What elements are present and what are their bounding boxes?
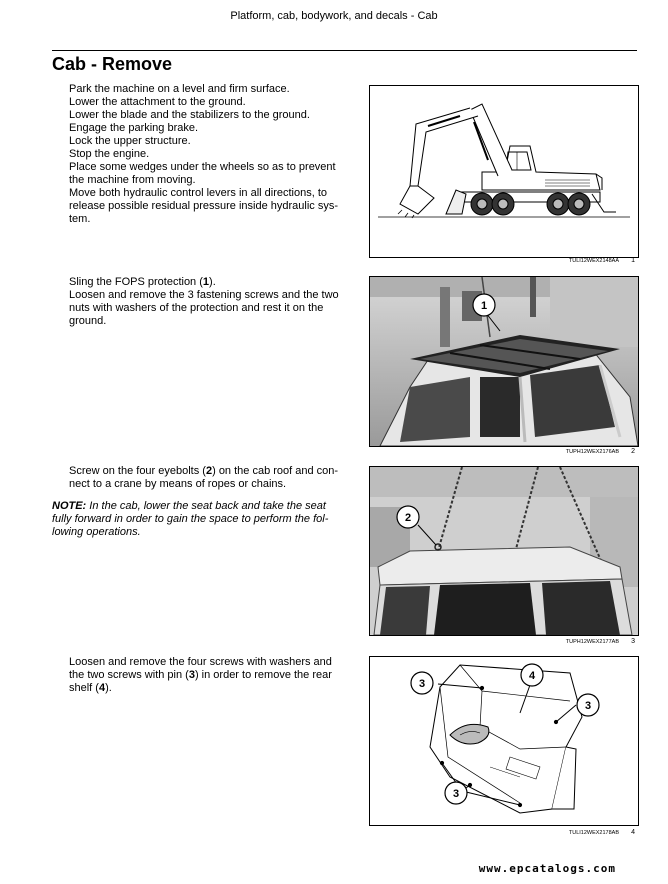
step-line: the machine from moving.	[69, 174, 196, 186]
step-line: release possible residual pressure inside hydraulic sys-	[69, 200, 339, 212]
step-line: nect to a crane by means of ropes or chains.	[69, 478, 287, 490]
step-block-preparation	[69, 83, 347, 226]
header-rule	[52, 50, 637, 51]
step-line: Move both hydraulic control levers in all directions, to	[69, 187, 328, 199]
step-line: Loosen and remove the four screws with washers and	[69, 656, 332, 668]
watermark-url: www.epcatalogs.com	[478, 862, 616, 875]
cab-lifting-illustration	[370, 467, 638, 635]
callout-ref: 2	[205, 465, 213, 477]
step-block-fops	[69, 276, 347, 328]
callout-2: 2	[404, 512, 412, 524]
step-line: tem.	[69, 213, 91, 225]
note-line: NOTE: In the cab, lower the seat back and take the seat	[52, 500, 326, 512]
callout-4: 4	[528, 670, 536, 682]
note-line: fully forward in order to gain the space to perform the fol-	[52, 513, 329, 525]
figure-3-cab-lifting-photo	[369, 466, 639, 636]
step-line: the two screws with pin (3) in order to remove the rear	[69, 669, 332, 681]
step-line: Loosen and remove the 3 fastening screws and the two	[69, 289, 339, 301]
figure-2-fops-photo	[369, 276, 639, 447]
note-block	[52, 500, 347, 539]
step-block-eyebolts	[69, 465, 347, 491]
callout-ref: 1	[202, 276, 210, 288]
step-line: shelf (4).	[69, 682, 112, 694]
excavator-illustration	[370, 86, 638, 257]
step-line: Lower the blade and the stabilizers to the ground.	[69, 109, 310, 121]
step-block-rear-shelf	[69, 656, 347, 695]
figure-1-excavator-drawing	[369, 85, 639, 258]
step-line: Sling the FOPS protection (1).	[69, 276, 216, 288]
note-line: lowing operations.	[52, 526, 141, 538]
step-line: Stop the engine.	[69, 148, 150, 160]
step-line: Place some wedges under the wheels so as to prevent	[69, 161, 336, 173]
figure-number: 2	[631, 448, 635, 455]
step-line: ground.	[69, 315, 107, 327]
figure-code: TULI12WEX2178AB	[568, 830, 619, 836]
figure-code: TUPH12WEX2176AB	[565, 449, 619, 455]
figure-number: 3	[631, 638, 635, 645]
step-line: Park the machine on a level and firm surface.	[69, 83, 290, 95]
page-title: Cab - Remove	[52, 54, 173, 74]
callout-3b: 3	[584, 700, 592, 712]
running-header: Platform, cab, bodywork, and decals - Cab	[230, 10, 438, 22]
step-line: Screw on the four eyebolts (2) on the cab roof and con-	[69, 465, 339, 477]
figure-number: 4	[631, 829, 635, 836]
fops-photo-illustration	[370, 277, 638, 446]
figure-number: 1	[631, 257, 635, 264]
step-line: Lock the upper structure.	[69, 135, 191, 147]
figure-code: TUPH12WEX2177AB	[565, 639, 619, 645]
callout-3c: 3	[452, 788, 460, 800]
step-line: nuts with washers of the protection and rest it on the	[69, 302, 324, 314]
callout-1: 1	[480, 300, 488, 312]
callout-ref: 4	[98, 682, 106, 694]
callout-3a: 3	[418, 678, 426, 690]
figure-4-rear-shelf-drawing	[369, 656, 639, 826]
step-line: Lower the attachment to the ground.	[69, 96, 246, 108]
figure-code: TULI12WEX2148AA	[568, 258, 619, 264]
callout-ref: 3	[188, 669, 195, 681]
note-label: NOTE:	[52, 500, 87, 512]
rear-shelf-illustration	[370, 657, 638, 825]
step-line: Engage the parking brake.	[69, 122, 199, 134]
